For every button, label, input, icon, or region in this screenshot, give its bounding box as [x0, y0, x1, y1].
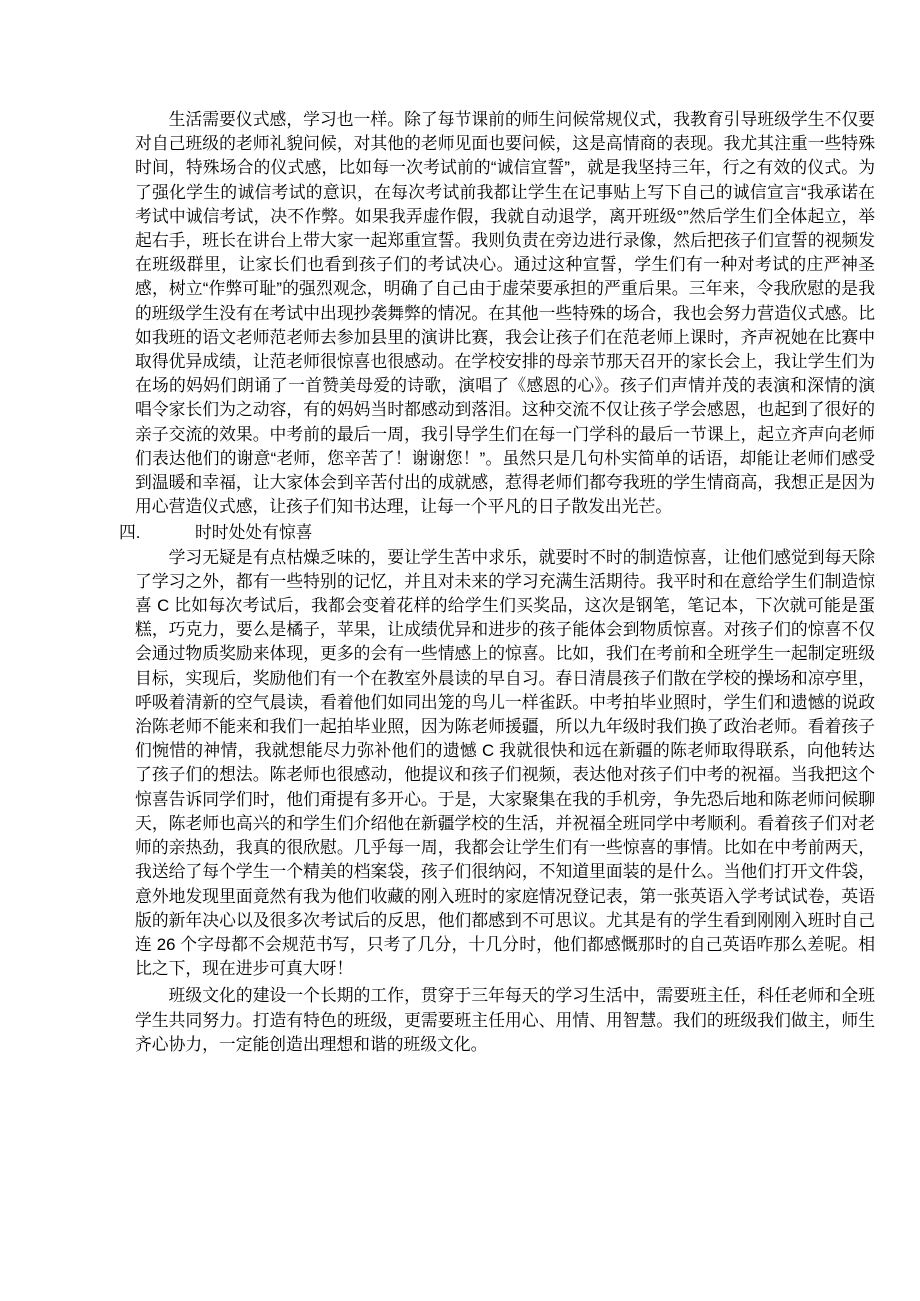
section-title: 时时处处有惊喜 — [195, 523, 313, 543]
section-number: 四. — [119, 523, 141, 543]
paragraph-rituals: 生活需要仪式感，学习也一样。除了每节课前的师生问候常规仪式，我教育引导班级学生不仅要对自己班级的老师礼貌问候，对其他的老师见面也要问候，这是高情商的表现。我尤其注重一些特殊时间，特殊场合的仪式感，比如每一次考试前的“诚信宣誓”，就是我坚持三年，行之有效的仪式。为了强化学生的诚信考试的意识，在每次考试前我都让学生在记事贴上写下自己的诚信宣言“我承诺在考试中诚信考试，决不作弊。如果我弄虚作假，我就自动退学，离开班级°”然后学生们全体起立，举起右手，班长在讲台上带大家一起郑重宣誓。我则负责在旁边进行录像，然后把孩子们宣誓的视频发在班级群里，让家长们也看到孩子们的考试决心。通过这种宣誓，学生们有一种对考试的庄严神圣感，树立“作弊可耻”的强烈观念，明确了自己由于虚荣要承担的严重后果。三年来，令我欣慰的是我的班级学生没有在考试中出现抄袭舞弊的情况。在其他一些特殊的场合，我也会努力营造仪式感。比如我班的语文老师范老师去参加县里的演讲比赛，我会让孩子们在范老师上课时，齐声祝她在比赛中取得优异成绩，让范老师很惊喜也很感动。在学校安排的母亲节那天召开的家长会上，我让学生们为在场的妈妈们朗诵了一首赞美母爱的诗歌，演唱了《感恩的心》。孩子们声情并茂的表演和深情的演唱令家长们为之动容，有的妈妈当时都感动到落泪。这种交流不仅让孩子学会感恩，也起到了很好的亲子交流的效果。中考前的最后一周，我引导学生们在每一门学科的最后一节课上，起立齐声向老师们表达他们的谢意“老师，您辛苦了！谢谢您！”。虽然只是几句朴实简单的话语，却能让老师们感受到温暖和幸福，让大家体会到辛苦付出的成就感，惹得老师们都夸我班的学生情商高，我想正是因为用心营造仪式感，让孩子们知书达理，让每一个平凡的日子散发出光芒。 — [135, 110, 875, 517]
paragraph-conclusion: 班级文化的建设一个长期的工作，贯穿于三年每天的学习生活中，需要班主任，科任老师和全班学生共同努力。打造有特色的班级，更需要班主任用心、用情、用智慧。我们的班级我们做主，师生齐心协力，一定能创造出理想和谐的班级文化。 — [135, 986, 875, 1054]
section-heading — [119, 521, 875, 545]
paragraph-surprises: 学习无疑是有点枯燥乏味的，要让学生苦中求乐，就要时不时的制造惊喜，让他们感觉到每天除了学习之外，都有一些特别的记忆，并且对未来的学习充满生活期待。我平时和在意给学生们制造惊喜 C 比如每次考试后，我都会变着花样的给学生们买奖品，这次是钢笔，笔记本，下次就可能是蛋糕，巧克力，要么是橘子，苹果，让成绩优异和进步的孩子能体会到物质惊喜。对孩子们的惊喜不仅会通过物质奖励来体现，更多的会有一些情感上的惊喜。比如，我们在考前和全班学生一起制定班级目标，实现后，奖励他们有一个在教室外晨读的早自习。春日清晨孩子们散在学校的操场和凉亭里，呼吸着清新的空气晨读，看着他们如同出笼的鸟儿一样雀跃。中考拍毕业照时，学生们和遗憾的说政治陈老师不能来和我们一起拍毕业照，因为陈老师援疆，所以九年级时我们换了政治老师。看着孩子们惋惜的神情，我就想能尽力弥补他们的遗憾 C 我就很快和远在新疆的陈老师取得联系，向他转达了孩子们的想法。陈老师也很感动，他提议和孩子们视频，表达他对孩子们中考的祝福。当我把这个惊喜告诉同学们时，他们甭提有多开心。于是，大家聚集在我的手机旁，争先恐后地和陈老师问候聊天，陈老师也高兴的和学生们介绍他在新疆学校的生活，并祝福全班同学中考顺利。看着孩子们对老师的亲热劲，我真的很欣慰。几乎每一周，我都会让学生们有一些惊喜的事情。比如在中考前两天，我送给了每个学生一个精美的档案袋，孩子们很纳闷，不知道里面装的是什么。当他们打开文件袋，意外地发现里面竟然有我为他们收藏的刚入班时的家庭情况登记表，第一张英语入学考试试卷，英语版的新年决心以及很多次考试后的反思，他们都感到不可思议。尤其是有的学生看到刚刚入班时自己连 26 个字母都不会规范书写，只考了几分，十几分时，他们都感慨那时的自己英语咋那么差呢。相比之下，现在进步可真大呀！ — [135, 547, 875, 979]
